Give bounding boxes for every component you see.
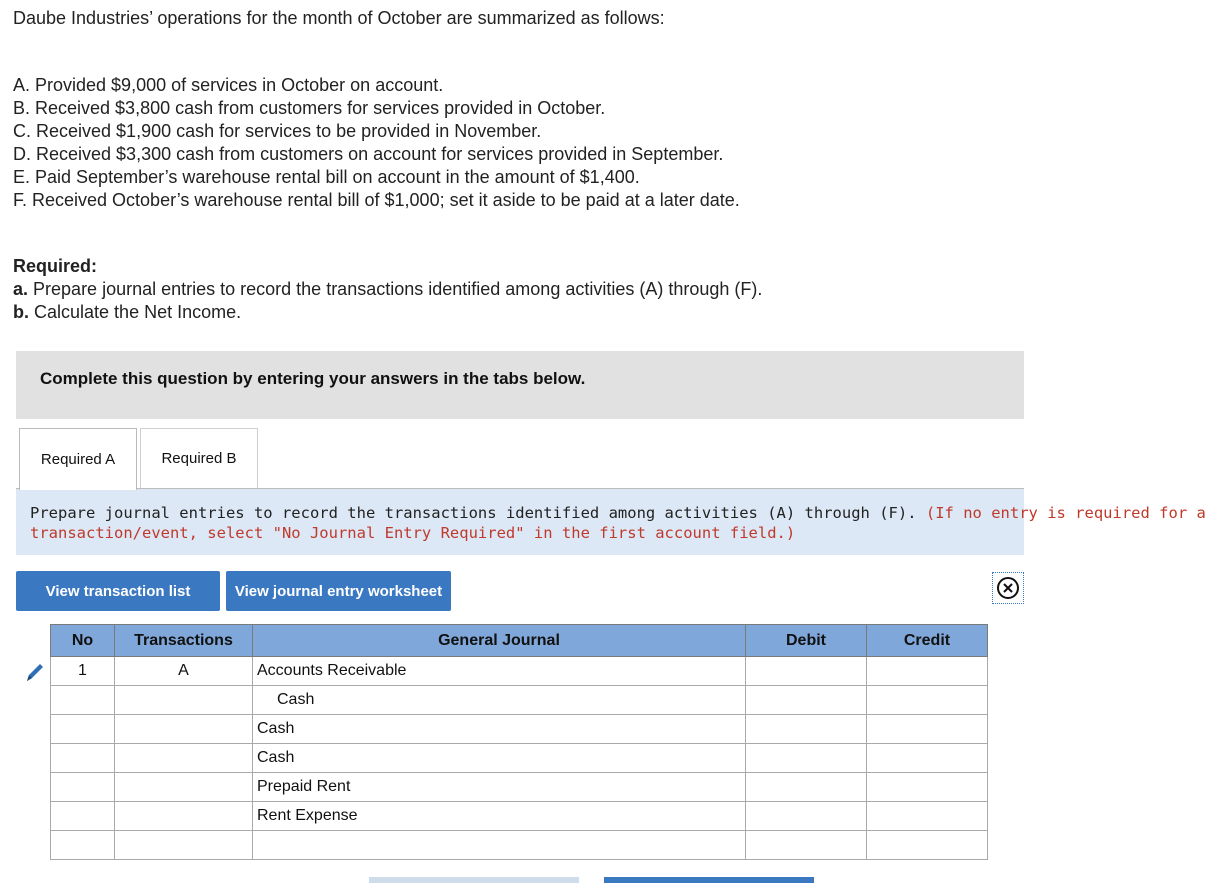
required-b: b. Calculate the Net Income. bbox=[13, 302, 242, 322]
account-field[interactable]: Prepaid Rent bbox=[253, 773, 746, 802]
instruction-note: (If no entry is required for a bbox=[925, 504, 1206, 522]
activity-e: E. Paid September’s warehouse rental bill on account in the amount of $1,400. bbox=[13, 167, 640, 187]
table-row bbox=[51, 715, 988, 744]
activity-a: A. Provided $9,000 of services in October on account. bbox=[13, 75, 444, 95]
table-row bbox=[51, 773, 988, 802]
debit-field[interactable] bbox=[746, 802, 867, 831]
row-transaction bbox=[115, 802, 253, 831]
row-transaction: A bbox=[115, 657, 253, 686]
table-row bbox=[51, 657, 988, 686]
row-no bbox=[51, 802, 115, 831]
credit-field[interactable] bbox=[867, 744, 988, 773]
required-heading: Required: bbox=[13, 256, 98, 276]
debit-field[interactable] bbox=[746, 773, 867, 802]
col-debit: Debit bbox=[746, 625, 867, 657]
account-field[interactable]: Accounts Receivable bbox=[253, 657, 746, 686]
debit-field[interactable] bbox=[746, 831, 867, 860]
table-header-row bbox=[51, 625, 988, 657]
activity-f: F. Received October’s warehouse rental bill of $1,000; set it aside to be paid at a later date. bbox=[13, 190, 740, 210]
row-no bbox=[51, 715, 115, 744]
tab-instructions: Prepare journal entries to record the transactions identified among activities (A) through (F). (If no entry is required for a transaction/event, select "No Journal Entry Required" in the first account field.) bbox=[16, 489, 1024, 555]
tab-required-b[interactable]: Required B bbox=[140, 428, 258, 488]
col-transactions: Transactions bbox=[115, 625, 253, 657]
account-field[interactable]: Rent Expense bbox=[253, 802, 746, 831]
banner-text: Complete this question by entering your answers in the tabs below. bbox=[40, 369, 586, 388]
prev-tab-button-edge[interactable] bbox=[369, 877, 579, 883]
debit-field[interactable] bbox=[746, 744, 867, 773]
pencil-icon[interactable] bbox=[23, 660, 47, 686]
table-row bbox=[51, 686, 988, 715]
close-circle-icon bbox=[996, 576, 1020, 600]
account-field[interactable]: Cash bbox=[253, 744, 746, 773]
row-transaction bbox=[115, 744, 253, 773]
instruction-note-cont: transaction/event, select "No Journal Entry Required" in the first account field.) bbox=[30, 524, 796, 542]
tab-required-a[interactable]: Required A bbox=[19, 428, 137, 490]
row-no bbox=[51, 773, 115, 802]
row-transaction bbox=[115, 686, 253, 715]
table-row bbox=[51, 831, 988, 860]
row-no bbox=[51, 744, 115, 773]
required-section bbox=[13, 255, 762, 324]
problem-intro: Daube Industries’ operations for the month of October are summarized as follows: bbox=[13, 8, 665, 28]
credit-field[interactable] bbox=[867, 657, 988, 686]
view-transaction-list-button[interactable]: View transaction list bbox=[16, 571, 220, 611]
table-row bbox=[51, 744, 988, 773]
col-credit: Credit bbox=[867, 625, 988, 657]
row-transaction bbox=[115, 773, 253, 802]
credit-field[interactable] bbox=[867, 773, 988, 802]
credit-field[interactable] bbox=[867, 715, 988, 744]
activity-b: B. Received $3,800 cash from customers for services provided in October. bbox=[13, 98, 606, 118]
col-no: No bbox=[51, 625, 115, 657]
credit-field[interactable] bbox=[867, 831, 988, 860]
required-a: a. Prepare journal entries to record the transactions identified among activities (A) through (F). bbox=[13, 279, 763, 299]
account-field[interactable]: Cash bbox=[253, 715, 746, 744]
row-no bbox=[51, 686, 115, 715]
credit-field[interactable] bbox=[867, 802, 988, 831]
instruction-banner bbox=[16, 351, 1024, 419]
table-row bbox=[51, 802, 988, 831]
activity-d: D. Received $3,300 cash from customers on account for services provided in September. bbox=[13, 144, 724, 164]
row-no: 1 bbox=[51, 657, 115, 686]
general-journal-table bbox=[50, 624, 988, 860]
row-no bbox=[51, 831, 115, 860]
activity-c: C. Received $1,900 cash for services to be provided in November. bbox=[13, 121, 542, 141]
debit-field[interactable] bbox=[746, 686, 867, 715]
next-tab-button-edge[interactable] bbox=[604, 877, 814, 883]
col-general-journal: General Journal bbox=[253, 625, 746, 657]
credit-field[interactable] bbox=[867, 686, 988, 715]
row-transaction bbox=[115, 715, 253, 744]
row-transaction bbox=[115, 831, 253, 860]
debit-field[interactable] bbox=[746, 657, 867, 686]
close-button[interactable] bbox=[992, 572, 1024, 604]
account-field[interactable]: Cash bbox=[253, 686, 746, 715]
debit-field[interactable] bbox=[746, 715, 867, 744]
view-journal-worksheet-button[interactable]: View journal entry worksheet bbox=[226, 571, 451, 611]
account-field[interactable] bbox=[253, 831, 746, 860]
activities-list bbox=[13, 74, 740, 212]
